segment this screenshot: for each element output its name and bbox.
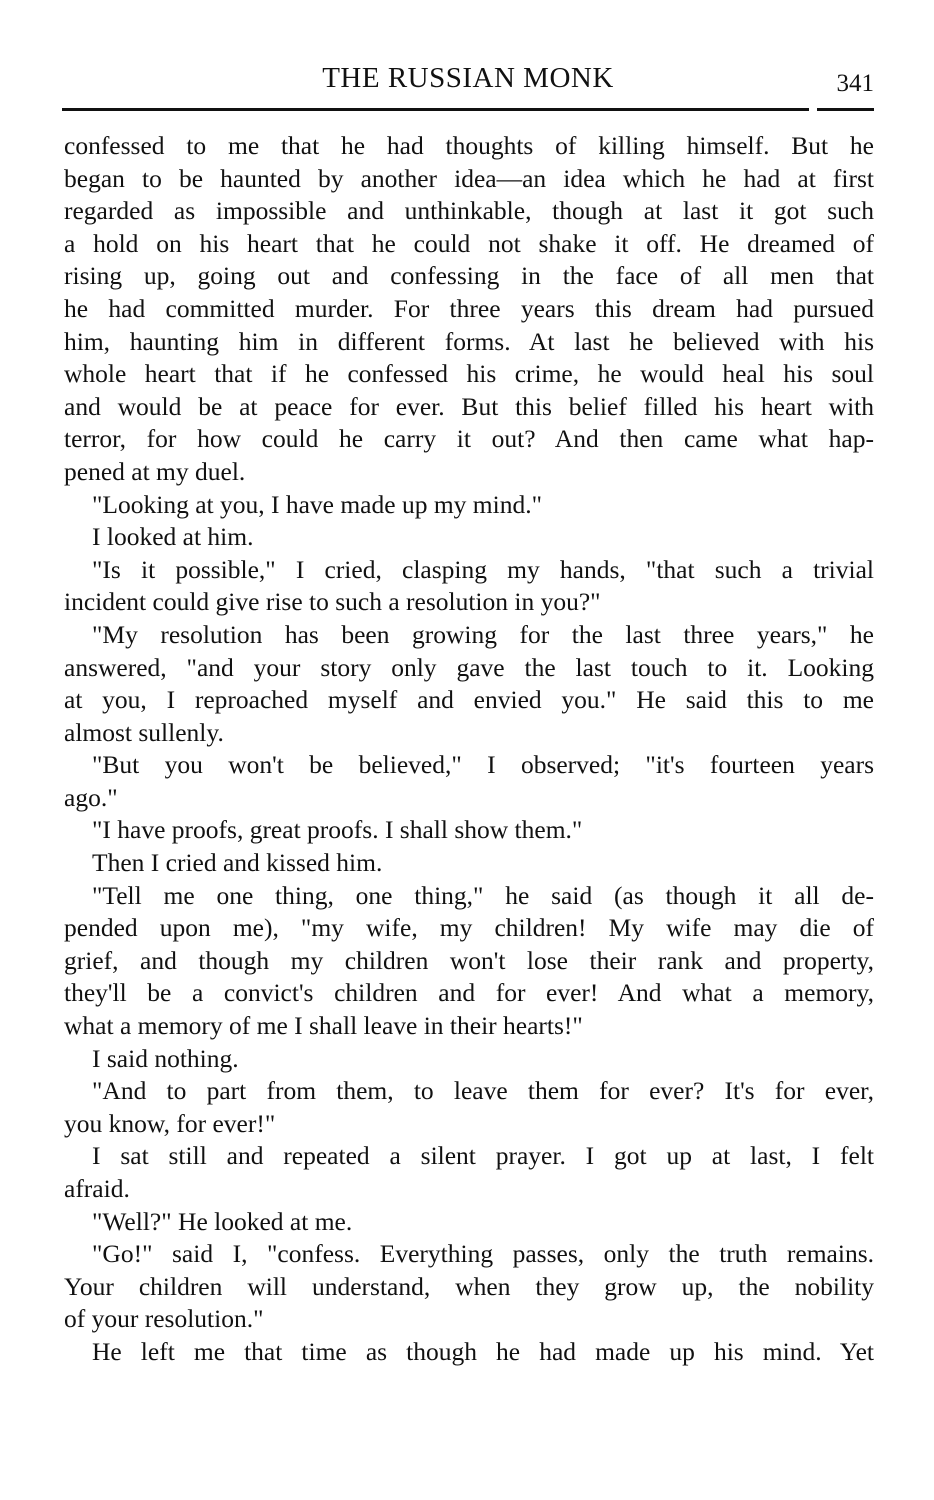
text-line: pened at my duel. [64,456,246,486]
text-line: Your children will understand, when they grow up, the nobility [64,1271,874,1301]
text-line: of your resolution." [64,1304,264,1334]
text-line: "I have proofs, great proofs. I shall show them." [92,815,583,845]
text-line: Then I cried and kissed him. [92,848,383,878]
text-line: "Is it possible," I cried, clasping my hands, "that such a trivial [92,554,874,584]
text-line: ago." [64,782,118,812]
text-line: "Well?" He looked at me. [92,1206,353,1236]
running-title: THE RUSSIAN MONK [322,62,614,94]
text-line: answered, "and your story only gave the last touch to it. Looking [64,652,874,682]
text-line: I looked at him. [92,522,254,552]
text-line: you know, for ever!" [64,1108,276,1138]
text-line: He left me that time as though he had made up his mind. Yet [92,1336,874,1366]
text-line: "Looking at you, I have made up my mind." [92,489,542,519]
text-line: almost sullenly. [64,717,224,747]
text-line: "Tell me one thing, one thing," he said (as though it all de- [92,880,874,910]
text-line: incident could give rise to such a resolution in you?" [64,587,601,617]
text-line: began to be haunted by another idea—an idea which he had at first [64,163,874,193]
text-line: a hold on his heart that he could not shake it off. He dreamed of [64,228,874,258]
text-line: confessed to me that he had thoughts of killing himself. But he [64,131,874,160]
text-line: they'll be a convict's children and for ever! And what a memory, [64,978,874,1008]
text-line: him, haunting him in different forms. At last he believed with his [64,326,874,356]
body-text [64,130,874,1369]
text-line: I sat still and repeated a silent prayer. I got up at last, I felt [92,1141,874,1171]
text-line: "Go!" said I, "confess. Everything passes, only the truth remains. [92,1239,874,1269]
text-line: what a memory of me I shall leave in their hearts!" [64,1011,583,1041]
text-line: rising up, going out and confessing in the face of all men that [64,261,874,291]
text-line: "And to part from them, to leave them for ever? It's for ever, [92,1076,874,1106]
text-line: pended upon me), "my wife, my children! My wife may die of [64,913,874,943]
text-line: at you, I reproached myself and envied you." He said this to me [64,685,874,715]
text-line: grief, and though my children won't lose their rank and property, [64,945,874,975]
page-number: 341 [836,70,874,97]
running-head [62,62,874,102]
text-line: afraid. [64,1174,130,1203]
text-line: "My resolution has been growing for the last three years," he [92,619,874,649]
text-line: he had committed murder. For three years this dream had pursued [64,293,874,323]
text-line: and would be at peace for ever. But this belief filled his heart with [64,391,874,421]
text-line: "But you won't be believed," I observed; "it's fourteen years [92,750,874,780]
text-line: whole heart that if he confessed his crime, he would heal his soul [64,359,874,389]
text-line: terror, for how could he carry it out? And then came what hap- [64,424,874,454]
text-line: I said nothing. [92,1043,239,1073]
header-rule [62,108,874,111]
text-line: regarded as impossible and unthinkable, though at last it got such [64,196,874,226]
